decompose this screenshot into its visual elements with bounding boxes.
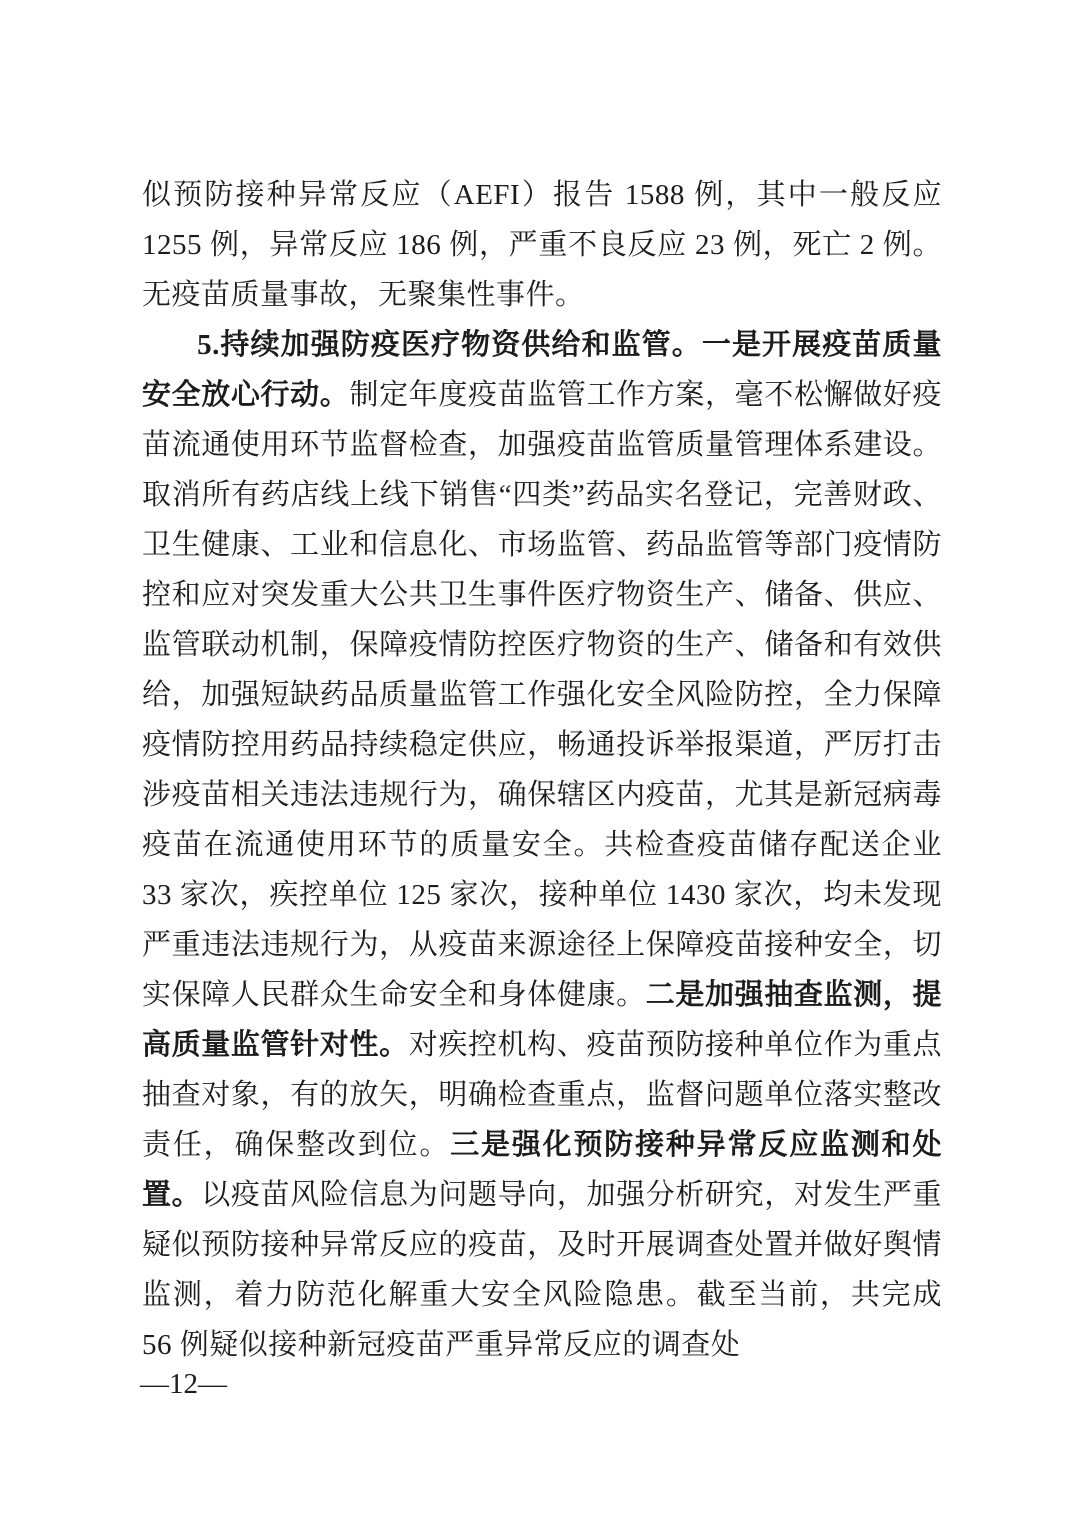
body-text-run: 似预防接种异常反应（AEFI）报告 1588 例，其中一般反应 1255 例，异常反应 186 例，严重不良反应 23 例，死亡 2 例。无疫苗质量事故，无聚集性事件。 [142,179,942,311]
document-body [142,170,942,1370]
topic-sentence-three-run: 三是强化预防接种异常反应监测和处置。 [142,1129,942,1211]
section-heading-run: 5.持续加强防疫医疗物资供给和监管。 [197,329,702,361]
topic-sentence-two-run: 二是加强抽查监测，提高质量监管针对性。 [142,979,942,1061]
paragraph-section-5 [142,320,942,1370]
paragraph-aefi-statistics [142,170,942,320]
body-text-run: 以疫苗风险信息为问题导向，加强分析研究，对发生严重疑似预防接种异常反应的疫苗，及时开展调查处置并做好舆情监测，着力防范化解重大安全风险隐患。截至当前，共完成 56 例疑似接种新冠疫苗严重异常反应的调查处 [142,1179,942,1361]
body-text-run: 制定年度疫苗监管工作方案，毫不松懈做好疫苗流通使用环节监督检查，加强疫苗监管质量管理体系建设。取消所有药店线上线下销售“四类”药品实名登记，完善财政、卫生健康、工业和信息化、市场监管、药品监管等部门疫情防控和应对突发重大公共卫生事件医疗物资生产、储备、供应、监管联动机制，保障疫情防控医疗物资的生产、储备和有效供给，加强短缺药品质量监管工作强化安全风险防控，全力保障疫情防控用药品持续稳定供应，畅通投诉举报渠道，严厉打击涉疫苗相关违法违规行为，确保辖区内疫苗，尤其是新冠病毒疫苗在流通使用环节的质量安全。共检查疫苗储存配送企业 33 家次，疾控单位 125 家次，接种单位 1430 家次，均未发现严重违法违规行为，从疫苗来源途径上保障疫苗接种安全，切实保障人民群众生命安全和身体健康。 [142,379,942,1011]
topic-sentence-one-run: 一是开展疫苗质量安全放心行动。 [142,329,942,411]
page-number: —12— [140,1368,227,1400]
body-text-run: 对疾控机构、疫苗预防接种单位作为重点抽查对象，有的放矢，明确检查重点，监督问题单位落实整改责任，确保整改到位。 [142,1029,942,1161]
